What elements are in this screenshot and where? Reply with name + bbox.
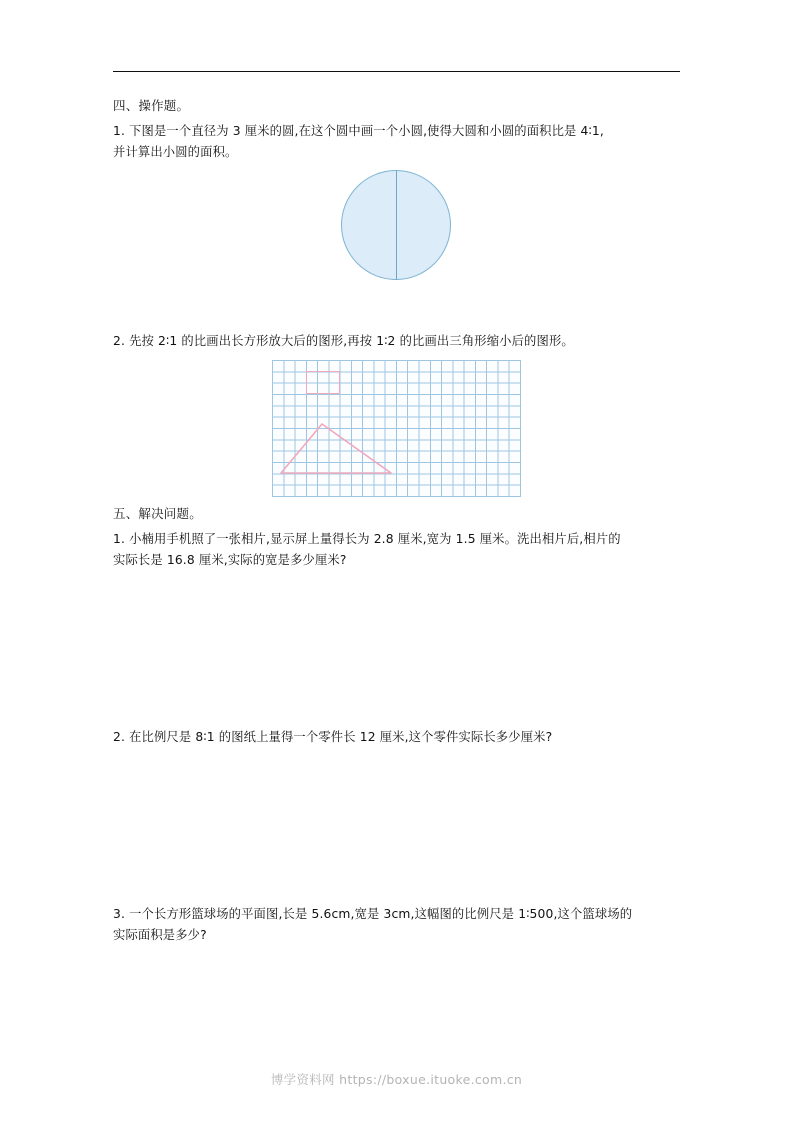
answer-space-5-1 [113,571,683,727]
question-5-3-line-2: 实际面积是多少? [113,928,207,942]
question-5-2-line-1: 2. 在比例尺是 8∶1 的图纸上量得一个零件长 12 厘米,这个零件实际长多少厘米? [113,730,553,744]
footer-site-name: 博学资料网 [270,1072,335,1087]
question-5-1-line-2: 实际长是 16.8 厘米,实际的宽是多少厘米? [113,553,347,567]
question-4-1-line-1: 1. 下图是一个直径为 3 厘米的圆,在这个圆中画一个小圆,使得大圆和小圆的面积比是 4∶1, [113,124,604,138]
triangle-shape [280,423,392,475]
footer-url: https://boxue.ituoke.com.cn [339,1072,523,1087]
question-4-2-line-1: 2. 先按 2∶1 的比画出长方形放大后的图形,再按 1∶2 的比画出三角形缩小后的图形。 [113,334,574,348]
footer-watermark [0,1070,793,1088]
question-4-1-line-2: 并计算出小圆的面积。 [113,145,238,159]
section-heading-4: 四、操作题。 [113,98,190,113]
circle-diameter-line [396,171,397,280]
grid-paper-diagram [272,360,521,497]
circle-diagram [341,170,453,282]
question-5-1-line-1: 1. 小楠用手机照了一张相片,显示屏上量得长为 2.8 厘米,宽为 1.5 厘米。洗出相片后,相片的 [113,532,621,546]
answer-space-5-2 [113,748,683,904]
rectangle-shape [306,371,340,394]
header-divider [113,71,680,72]
question-5-3-line-1: 3. 一个长方形篮球场的平面图,长是 5.6cm,宽是 3cm,这幅图的比例尺是 1∶500,这个篮球场的 [113,907,633,921]
answer-space-5-3 [113,946,683,1072]
section-heading-5: 五、解决问题。 [113,506,202,521]
